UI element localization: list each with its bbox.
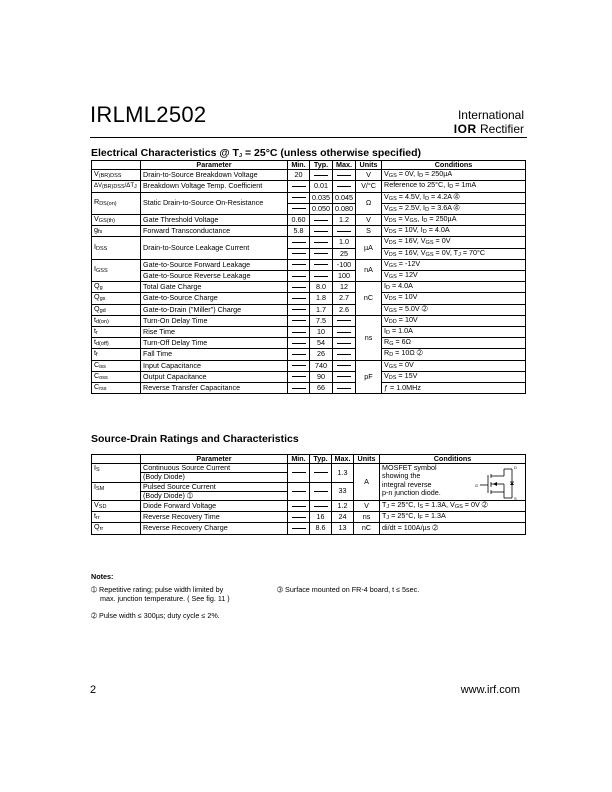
table-row: $Q_{gs}$ Gate-to-Source Charge 1.8 2.7 $V_{DS} = 10V$ bbox=[92, 293, 526, 304]
table-row: $t_{d(off)}$ Turn-Off Delay Time 54 $R_G = 6\Omega$ bbox=[92, 338, 526, 349]
table-row: $C_{rss}$ Reverse Transfer Capacitance 66 ƒ = 1.0MHz bbox=[92, 383, 526, 394]
page-number: 2 bbox=[90, 684, 97, 696]
mosfet-symbol-icon bbox=[472, 465, 518, 501]
table-row: $Q_g$ Total Gate Charge 8.0 12 nC $I_D = 4.0A$ bbox=[92, 282, 526, 293]
note-2: ➁ Pulse width ≤ 300µs; duty cycle ≤ 2%. bbox=[91, 611, 220, 620]
table-row: $Q_{gd}$ Gate-to-Drain ("Miller") Charge 1.7 2.6 $V_{GS} = 5.0V$ ➁ bbox=[92, 304, 526, 315]
brand-logo bbox=[454, 108, 524, 136]
col-units: Units bbox=[356, 161, 382, 170]
table-row: $I_{SM}$ Pulsed Source Current 33 bbox=[92, 482, 526, 491]
table-header: Parameter Min. Typ. Max. Units Conditions bbox=[92, 455, 526, 464]
notes-title: Notes: bbox=[91, 572, 114, 581]
col-typ: Typ. bbox=[310, 161, 333, 170]
table-row: $I_{DSS}$ Drain-to-Source Leakage Current 1.0 µA $V_{DS} = 16V$, $V_{GS} = 0V$ bbox=[92, 237, 526, 248]
source-label: S bbox=[514, 496, 517, 502]
table-row: (Body Diode) ➀ bbox=[92, 491, 526, 500]
table-row: 0.050 0.080 $V_{GS} = 2.5V$, $I_D = 3.6A$ ➃ bbox=[92, 203, 526, 214]
col-max: Max. bbox=[333, 161, 356, 170]
drain-label: D bbox=[514, 465, 517, 471]
table-row: $\Delta V_{(BR)DSS}/\Delta T_J$ Breakdown Voltage Temp. Coefficient 0.01 V/°C Reference to 25°C, $I_D = 1mA$ bbox=[92, 181, 526, 192]
source-drain-title: Source-Drain Ratings and Characteristics bbox=[91, 433, 299, 445]
col-parameter: Parameter bbox=[141, 161, 288, 170]
gate-label: G bbox=[475, 483, 479, 489]
ior-logo: IOR bbox=[453, 122, 477, 136]
table-row: (Body Diode) bbox=[92, 473, 526, 482]
footer-url[interactable]: www.irf.com bbox=[460, 684, 520, 696]
table-row: $t_r$ Rise Time 10 $I_D = 1.0A$ bbox=[92, 327, 526, 338]
col-min: Min. bbox=[288, 161, 310, 170]
table-row: $V_{(BR)DSS}$ Drain-to-Source Breakdown Voltage 20 V $V_{GS} = 0V$, $I_D = 250\mu A$ bbox=[92, 170, 526, 181]
table-row: $t_{d(on)}$ Turn-On Delay Time 7.5 ns $V_{DD} = 10V$ bbox=[92, 315, 526, 326]
table-row: $V_{GS(th)}$ Gate Threshold Voltage 0.60 1.2 V $V_{DS} = V_{GS}$, $I_D = 250\mu A$ bbox=[92, 215, 526, 226]
brand-line1: International bbox=[457, 108, 524, 122]
table-row: $C_{oss}$ Output Capacitance 90 $V_{DS} = 15V$ bbox=[92, 371, 526, 382]
col-conditions: Conditions bbox=[382, 161, 526, 170]
table-row: $t_{rr}$ Reverse Recovery Time 16 24 ns $T_J = 25^\circ C$, $I_F = 1.3A$ bbox=[92, 512, 526, 523]
part-number: IRLML2502 bbox=[90, 102, 207, 127]
table-row: $R_{DS(on)}$ Static Drain-to-Source On-Resistance 0.035 0.045 Ω $V_{GS} = 4.5V$, $I_D = 4.2A$ ➃ bbox=[92, 192, 526, 203]
table-row: Gate-to-Source Reverse Leakage 100 $V_{GS} = 12V$ bbox=[92, 271, 526, 282]
source-drain-table bbox=[91, 454, 526, 535]
table-row: $t_f$ Fall Time 26 $R_D = 10\Omega$ ➁ bbox=[92, 349, 526, 360]
table-row: $Q_{rr}$ Reverse Recovery Charge 8.6 13 nC di/dt = 100A/µs ➁ bbox=[92, 523, 526, 534]
table-header bbox=[92, 161, 526, 170]
electrical-characteristics-table bbox=[91, 160, 526, 394]
header-rule bbox=[90, 137, 527, 138]
mosfet-symbol-cell: MOSFET symbol showing the integral reverse p-n junction diode. D G S bbox=[380, 464, 526, 501]
table-row: $V_{SD}$ Diode Forward Voltage 1.2 V $T_J = 25^\circ C$, $I_S = 1.3A$, $V_{GS} = 0V$ ➁ bbox=[92, 501, 526, 512]
table-row: $g_{fs}$ Forward Transconductance 5.8 S $V_{DS} = 10V$, $I_D = 4.0A$ bbox=[92, 226, 526, 237]
table-row: $I_{GSS}$ Gate-to-Source Forward Leakage -100 nA $V_{GS} = -12V$ bbox=[92, 259, 526, 270]
elec-title: Electrical Characteristics @ $T_J = 25^\circ C$ (unless otherwise specified) bbox=[91, 147, 422, 159]
table-row: $I_S$ Continuous Source Current 1.3 A MOSFET symbol showing the integral reverse p-n junction diode. D G S bbox=[92, 464, 526, 473]
table-row: 25 $V_{DS} = 16V$, $V_{GS} = 0V$, $T_J = 70^\circ C$ bbox=[92, 248, 526, 259]
table-row: $C_{iss}$ Input Capacitance 740 pF $V_{GS} = 0V$ bbox=[92, 360, 526, 371]
brand-line2: Rectifier bbox=[479, 122, 524, 136]
note-1: ➀ Repetitive rating; pulse width limited by max. junction temperature. ( See fig. 11 ) bbox=[91, 585, 230, 603]
note-3: ➂ Surface mounted on FR-4 board, t ≤ 5sec. bbox=[277, 585, 420, 594]
